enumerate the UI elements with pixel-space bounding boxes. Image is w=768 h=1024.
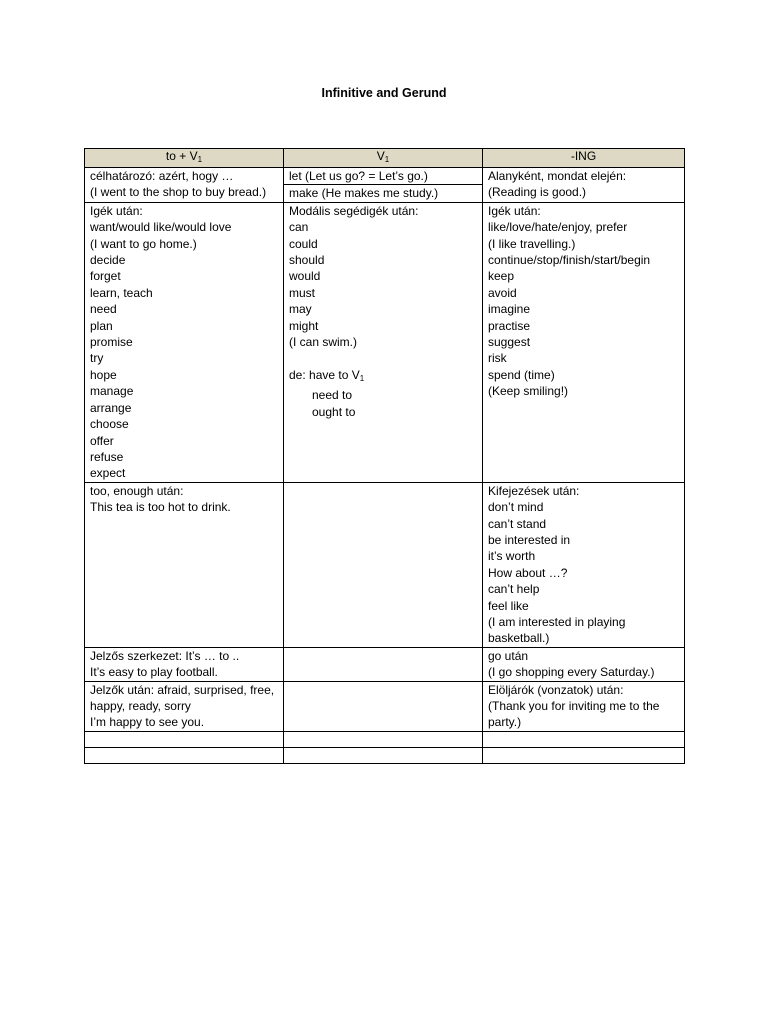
table-row <box>85 482 685 647</box>
cell-line: (Keep smiling!) <box>488 384 569 399</box>
cell-line: avoid <box>488 285 517 300</box>
cell-line: (I like travelling.) <box>488 236 576 251</box>
cell-line: want/would like/would love <box>90 220 232 235</box>
cell-line: This tea is too hot to drink. <box>90 500 231 515</box>
cell-purpose <box>85 168 284 203</box>
cell-line: need <box>90 302 117 317</box>
cell-line: go után <box>488 648 529 663</box>
cell-line: Kifejezések után: <box>488 483 580 498</box>
cell-line: ought to <box>312 404 356 419</box>
cell-line: (I can swim.) <box>289 335 358 350</box>
cell-line: may <box>289 302 312 317</box>
cell-line: can’t help <box>488 582 540 597</box>
cell-empty <box>284 647 483 681</box>
cell-make <box>284 185 483 202</box>
cell-verbs-infinitive <box>85 202 284 482</box>
cell-line: célhatározó: azért, hogy … <box>90 169 234 183</box>
cell-line: be interested in <box>488 532 571 547</box>
cell-let <box>284 168 483 185</box>
table-row <box>85 681 685 731</box>
cell-empty <box>284 731 483 747</box>
header-gerund: -ING <box>483 149 685 168</box>
cell-empty <box>85 731 284 747</box>
cell-line: learn, teach <box>90 285 153 300</box>
cell-line: Igék után: <box>488 203 541 218</box>
cell-line: can’t stand <box>488 516 547 531</box>
cell-line: hope <box>90 367 117 382</box>
cell-line: risk <box>488 351 507 366</box>
cell-prepositions <box>483 681 685 731</box>
cell-empty <box>483 747 685 763</box>
cell-too-enough <box>85 482 284 647</box>
cell-empty <box>85 747 284 763</box>
cell-line: promise <box>90 335 133 350</box>
cell-line: (Reading is good.) <box>488 185 587 200</box>
cell-line: forget <box>90 269 121 284</box>
table-row <box>85 731 685 747</box>
cell-line: choose <box>90 417 129 432</box>
cell-line: would <box>289 269 321 284</box>
cell-line: expect <box>90 466 126 481</box>
table-row <box>85 202 685 482</box>
have-to-line: de: have to $V_1$ <box>289 367 365 383</box>
cell-expressions <box>483 482 685 647</box>
cell-line: Igék után: <box>90 203 143 218</box>
cell-go <box>483 647 685 681</box>
cell-line: need to <box>312 388 353 403</box>
cell-line: How about …? <box>488 565 568 580</box>
header-to-infinitive: to + $V_1$ <box>85 149 284 168</box>
cell-line: keep <box>488 269 515 284</box>
cell-empty <box>483 731 685 747</box>
cell-line: (I am interested in playing basketball.) <box>488 614 626 646</box>
cell-line: (Thank you for inviting me to the party.) <box>488 699 660 730</box>
cell-line: Elöljárók (vonzatok) után: <box>488 682 624 697</box>
cell-line: Modális segédigék után: <box>289 203 419 218</box>
cell-line: it’s worth <box>488 549 536 564</box>
cell-subject <box>483 168 685 203</box>
cell-line: (I went to the shop to buy bread.) <box>90 185 267 200</box>
cell-line: could <box>289 236 318 251</box>
cell-line: imagine <box>488 302 531 317</box>
cell-line: make (He makes me study.) <box>289 186 439 201</box>
cell-line: It’s easy to play football. <box>90 665 218 680</box>
table-row <box>85 747 685 763</box>
cell-line: too, enough után: <box>90 483 184 498</box>
cell-line: (I go shopping every Saturday.) <box>488 665 655 680</box>
cell-line: Jelzők után: afraid, surprised, free, happy, ready, sorry <box>90 682 275 713</box>
table-header-row <box>85 149 685 168</box>
cell-line: don’t mind <box>488 500 544 515</box>
cell-line: let (Let us go? = Let’s go.) <box>289 169 428 183</box>
cell-line: Alanyként, mondat elején: <box>488 169 627 183</box>
cell-line: might <box>289 318 319 333</box>
cell-line: like/love/hate/enjoy, prefer <box>488 220 628 235</box>
grammar-table <box>84 148 685 764</box>
cell-line: Jelzős szerkezet: It’s … to .. <box>90 648 240 663</box>
cell-line: offer <box>90 433 114 448</box>
cell-line: must <box>289 285 316 300</box>
cell-line: try <box>90 351 104 366</box>
cell-empty <box>284 482 483 647</box>
header-bare-infinitive: $V_1$ <box>284 149 483 168</box>
cell-line: (I want to go home.) <box>90 236 197 251</box>
cell-line: decide <box>90 253 126 268</box>
cell-line: plan <box>90 318 113 333</box>
cell-line: I’m happy to see you. <box>90 715 205 730</box>
table-row <box>85 168 685 185</box>
cell-empty <box>284 681 483 731</box>
page-title: Infinitive and Gerund <box>321 86 447 100</box>
cell-line: practise <box>488 318 531 333</box>
cell-line: can <box>289 220 309 235</box>
cell-modals <box>284 202 483 482</box>
cell-line: continue/stop/finish/start/begin <box>488 253 651 268</box>
cell-empty <box>284 747 483 763</box>
cell-line: spend (time) <box>488 367 555 382</box>
cell-verbs-gerund <box>483 202 685 482</box>
cell-line: refuse <box>90 449 124 464</box>
cell-adjective-structure <box>85 647 284 681</box>
cell-line: should <box>289 253 325 268</box>
cell-line: feel like <box>488 598 529 613</box>
cell-after-adjectives <box>85 681 284 731</box>
cell-line: arrange <box>90 400 132 415</box>
cell-line: suggest <box>488 335 531 350</box>
cell-line: manage <box>90 384 134 399</box>
table-row <box>85 647 685 681</box>
